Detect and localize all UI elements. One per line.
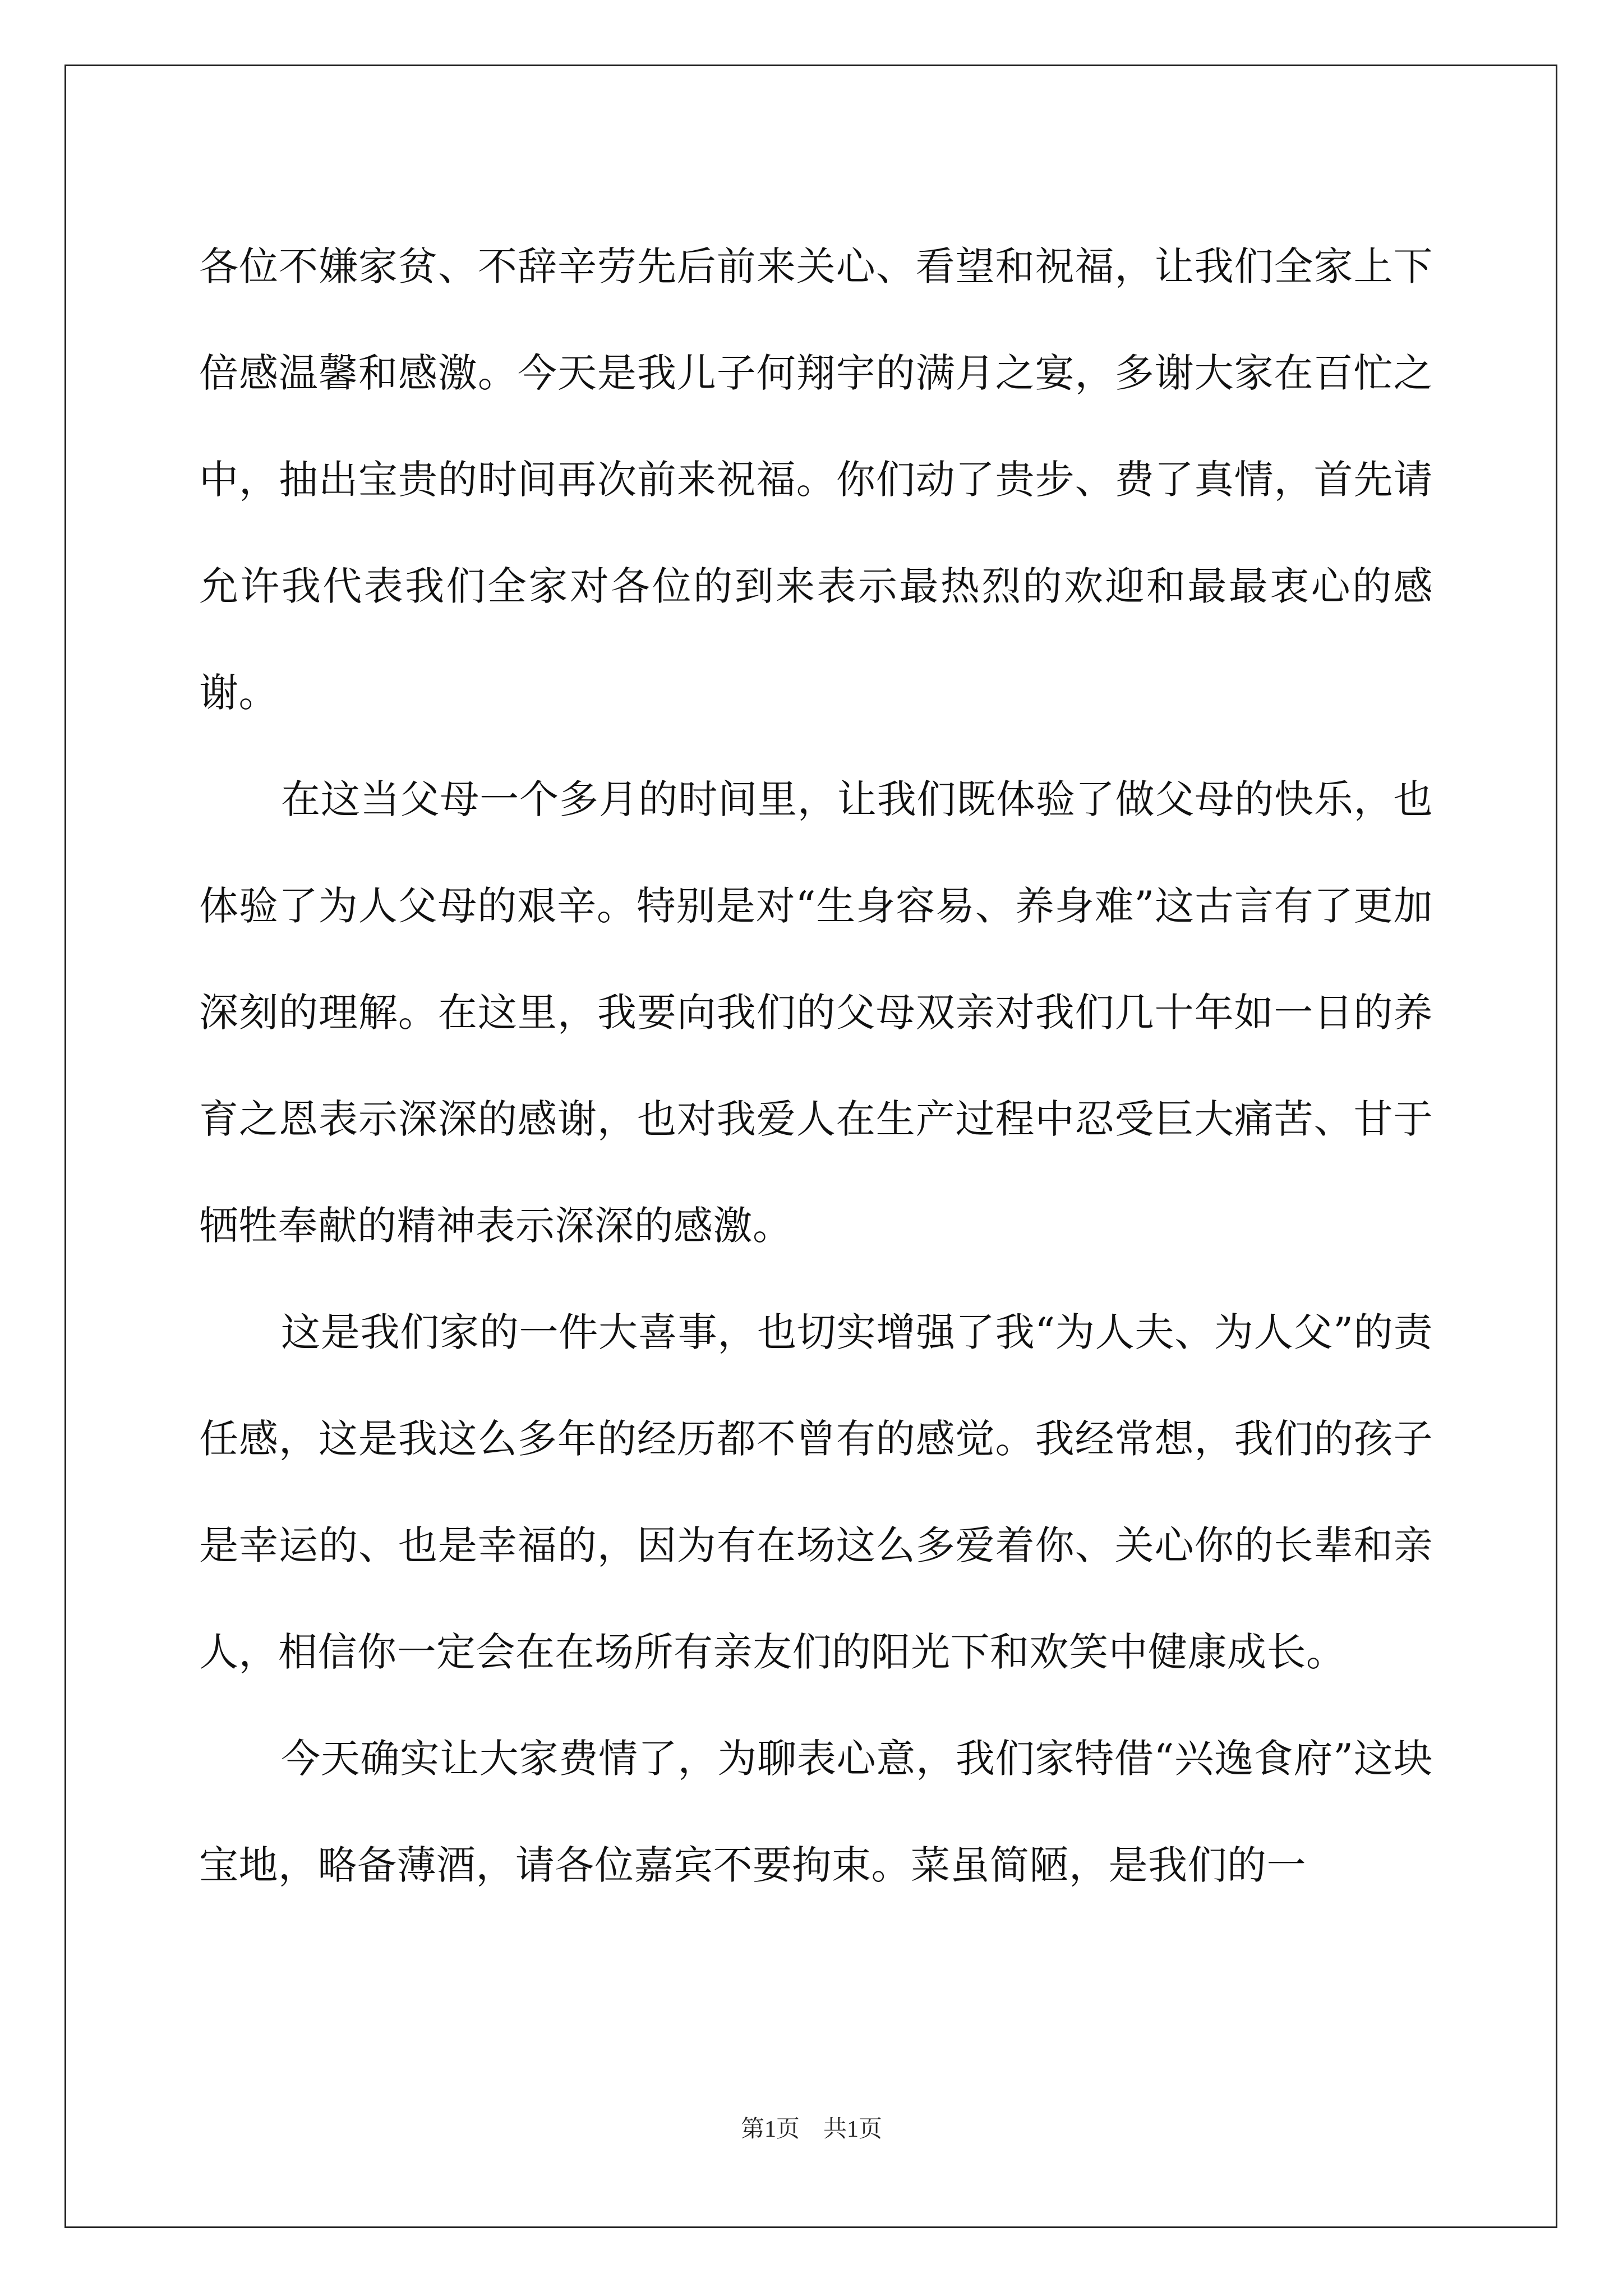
paragraph-2: 在这当父母一个多月的时间里，让我们既体验了做父母的快乐，也体验了为人父母的艰辛。特别是对“生身容易、养身难”这古言有了更加深刻的理解。在这里，我要向我们的父母双亲对我们几十年如一日的养育之恩表示深深的感谢，也对我爱人在生产过程中忍受巨大痛苦、甘于牺牲奉献的精神表示深深的感激。 bbox=[199, 776, 1433, 1249]
document-body bbox=[199, 213, 1433, 1918]
paragraph-4: 今天确实让大家费情了，为聊表心意，我们家特借“兴逸食府”这块宝地，略备薄酒，请各位嘉宾不要拘束。菜虽简陋，是我们的一 bbox=[199, 1736, 1433, 1888]
paragraph-3: 这是我们家的一件大喜事，也切实增强了我“为人夫、为人父”的责任感，这是我这么多年的经历都不曾有的感觉。我经常想，我们的孩子是幸运的、也是幸福的，因为有在场这么多爱着你、关心你的长辈和亲人，相信你一定会在在场所有亲友们的阳光下和欢笑中健康成长。 bbox=[199, 1309, 1433, 1675]
paragraph-1: 各位不嫌家贫、不辞辛劳先后前来关心、看望和祝福，让我们全家上下倍感温馨和感激。今天是我儿子何翔宇的满月之宴，多谢大家在百忙之中，抽出宝贵的时间再次前来祝福。你们动了贵步、费了真情，首先请允许我代表我们全家对各位的到来表示最热烈的欢迎和最最衷心的感谢。 bbox=[199, 243, 1433, 716]
page-number-footer: 第1页 共1页 bbox=[740, 2116, 882, 2142]
